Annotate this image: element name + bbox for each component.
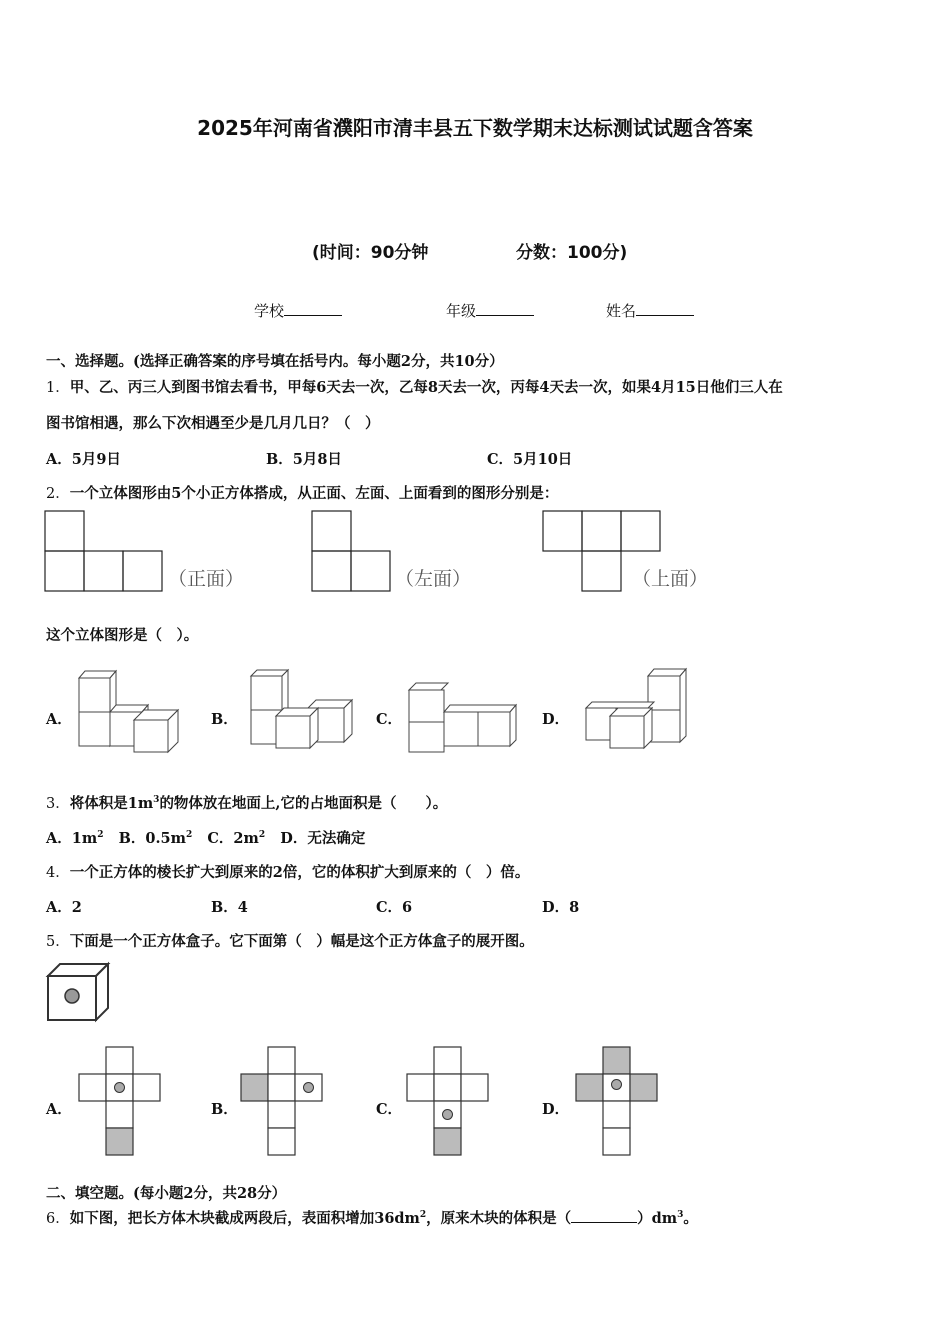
q5-net-a-figure[interactable] bbox=[78, 1046, 162, 1158]
page-title: 2025年河南省濮阳市清丰县五下数学期末达标测试试题含答案 bbox=[197, 116, 753, 140]
school-label: 学校 bbox=[254, 302, 285, 320]
q5-option-d[interactable]: D． bbox=[542, 1101, 570, 1118]
q5-option-c[interactable]: C． bbox=[376, 1101, 403, 1118]
grade-label: 年级 bbox=[446, 302, 477, 320]
q5-net-d-figure[interactable] bbox=[575, 1046, 659, 1158]
q3-option-d[interactable]: D．无法确定 bbox=[280, 830, 366, 847]
q1-option-b[interactable]: B．5月8日 bbox=[266, 451, 342, 468]
question-1-line2: 图书馆相遇，那么下次相遇至少是几月几日？（ ） bbox=[46, 415, 380, 432]
top-view-label: （上面） bbox=[632, 568, 709, 590]
q6-answer-blank[interactable] bbox=[571, 1208, 637, 1223]
q3-option-c[interactable]: C．$2m^2$ bbox=[207, 830, 266, 847]
q4-option-a[interactable]: A．2 bbox=[46, 899, 82, 916]
q1-option-a[interactable]: A．5月9日 bbox=[46, 451, 121, 468]
q3-option-a[interactable]: A．$1m^2$ bbox=[46, 830, 104, 847]
front-view-figure bbox=[44, 510, 164, 594]
q5-net-b-figure[interactable] bbox=[240, 1046, 324, 1158]
question-2-prompt: 这个立体图形是（ ）。 bbox=[46, 627, 199, 644]
question-6: 6．如下图，把长方体木块截成两段后，表面积增加$36dm^2$，原来木块的体积是（ ）$dm^3$。 bbox=[46, 1210, 698, 1227]
q5-option-a[interactable]: A． bbox=[46, 1101, 72, 1118]
name-field[interactable] bbox=[606, 300, 694, 321]
q2-option-a[interactable]: A． bbox=[46, 711, 72, 728]
q2-option-c[interactable]: C． bbox=[376, 711, 403, 728]
school-field[interactable] bbox=[254, 300, 342, 321]
q4-option-b[interactable]: B．4 bbox=[211, 899, 248, 916]
q2-option-b[interactable]: B． bbox=[211, 711, 238, 728]
question-3: 3．将体积是$1m^3$的物体放在地面上,它的占地面积是（ ）。 bbox=[46, 795, 448, 812]
q2-option-a-figure[interactable] bbox=[76, 668, 186, 754]
q1-option-c[interactable]: C．5月10日 bbox=[487, 451, 573, 468]
q4-option-d[interactable]: D．8 bbox=[542, 899, 580, 916]
section-two-heading: 二、填空题。(每小题2分，共28分） bbox=[46, 1185, 287, 1202]
q5-net-c-figure[interactable] bbox=[406, 1046, 490, 1158]
q2-option-d-figure[interactable] bbox=[582, 666, 690, 754]
q2-option-b-figure[interactable] bbox=[248, 668, 358, 754]
section-one-heading: 一、选择题。(选择正确答案的序号填在括号内。每小题2分，共10分） bbox=[46, 353, 504, 370]
q4-option-c[interactable]: C．6 bbox=[376, 899, 413, 916]
q2-option-d[interactable]: D． bbox=[542, 711, 570, 728]
question-1: 1．甲、乙、丙三人到图书馆去看书，甲每6天去一次，乙每8天去一次，丙每4天去一次，如果4月15日他们三人在 bbox=[46, 379, 783, 396]
question-4: 4．一个正方体的棱长扩大到原来的2倍，它的体积扩大到原来的（ ）倍。 bbox=[46, 864, 530, 881]
cube-box-figure bbox=[46, 962, 112, 1022]
front-view-label: （正面） bbox=[168, 568, 245, 590]
grade-field[interactable] bbox=[446, 300, 534, 321]
exam-score: 分数：100分) bbox=[516, 243, 628, 263]
question-2: 2．一个立体图形由5个小正方体搭成，从正面、左面、上面看到的图形分别是： bbox=[46, 485, 559, 502]
name-label: 姓名 bbox=[606, 302, 637, 320]
question-5: 5．下面是一个正方体盒子。它下面第（ ）幅是这个正方体盒子的展开图。 bbox=[46, 933, 534, 950]
left-view-figure bbox=[311, 510, 393, 594]
q5-option-b[interactable]: B． bbox=[211, 1101, 238, 1118]
left-view-label: （左面） bbox=[395, 568, 472, 590]
exam-time: (时间：90分钟 bbox=[312, 243, 429, 263]
q3-options bbox=[46, 827, 365, 848]
q3-option-b[interactable]: B．$0.5m^2$ bbox=[118, 830, 193, 847]
q2-option-c-figure[interactable] bbox=[406, 680, 520, 756]
